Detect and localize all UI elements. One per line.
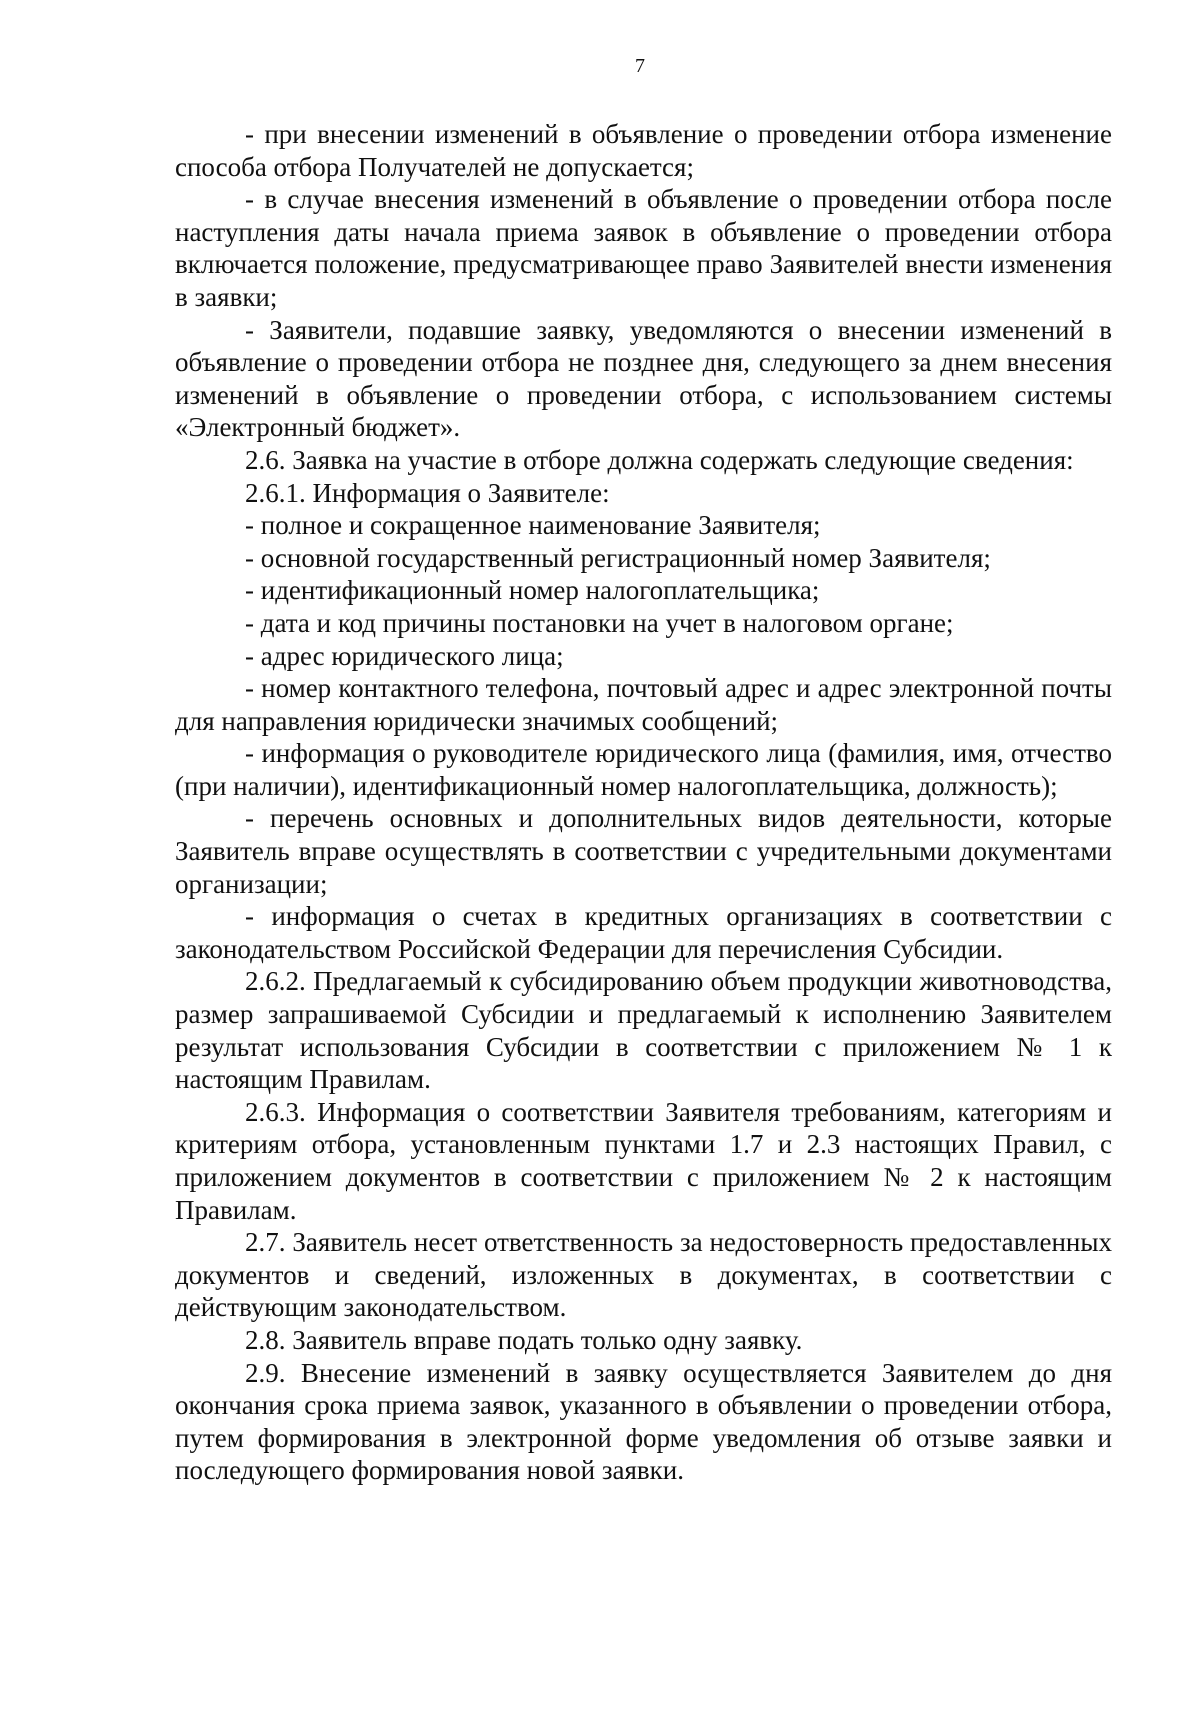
paragraph: - в случае внесения изменений в объявление о проведении отбора после наступления даты начала приема заявок в объявление о проведении отбора включается положение, предусматривающее право Заявителей внести изменения в заявки;	[175, 184, 1112, 312]
paragraph: - номер контактного телефона, почтовый адрес и адрес электронной почты для направления юридически значимых сообщений;	[175, 673, 1112, 736]
paragraph: - Заявители, подавшие заявку, уведомляются о внесении изменений в объявление о проведении отбора не позднее дня, следующего за днем внесения изменений в объявление о проведении отбора, с использованием системы «Электронный бюджет».	[175, 314, 1112, 443]
paragraph: - идентификационный номер налогоплательщика;	[245, 575, 820, 606]
paragraph: - информация о руководителе юридического лица (фамилия, имя, отчество (при наличии), идентификационный номер налогоплательщика, должность);	[175, 738, 1112, 801]
paragraph: - перечень основных и дополнительных видов деятельности, которые Заявитель вправе осуществлять в соответствии с учредительными документами организации;	[175, 803, 1112, 899]
paragraph: - дата и код причины постановки на учет в налоговом органе;	[245, 607, 954, 638]
paragraph: - адрес юридического лица;	[245, 640, 564, 671]
paragraph: - при внесении изменений в объявление о проведении отбора изменение способа отбора Получателей не допускается;	[175, 119, 1112, 182]
paragraph: 2.6. Заявка на участие в отборе должна содержать следующие сведения:	[245, 444, 1074, 475]
paragraph: 2.6.3. Информация о соответствии Заявителя требованиям, категориям и критериям отбора, установленным пунктами 1.7 и 2.3 настоящих Правил, с приложением документов в соответствии с приложением № 2 к настоящим Правилам.	[175, 1096, 1112, 1225]
paragraph: - информация о счетах в кредитных организациях в соответствии с законодательством Российской Федерации для перечисления Субсидии.	[175, 901, 1112, 964]
paragraph: 2.8. Заявитель вправе подать только одну заявку.	[245, 1324, 803, 1355]
paragraph: - полное и сокращенное наименование Заявителя;	[245, 510, 821, 541]
paragraph: 2.6.2. Предлагаемый к субсидированию объем продукции животноводства, размер запрашиваемой Субсидии и предлагаемый к исполнению Заявителем результат использования Субсидии в соответствии с приложением № 1 к настоящим Правилам.	[175, 966, 1112, 1095]
page-number: 7	[635, 55, 645, 77]
paragraph: 2.7. Заявитель несет ответственность за недостоверность предоставленных документов и сведений, изложенных в документах, в соответствии с действующим законодательством.	[175, 1227, 1112, 1323]
paragraph: 2.9. Внесение изменений в заявку осуществляется Заявителем до дня окончания срока приема заявок, указанного в объявлении о проведении отбора, путем формирования в электронной форме уведомления об отзыве заявки и последующего формирования новой заявки.	[175, 1357, 1112, 1486]
document-body	[175, 118, 1112, 1487]
paragraph: 2.6.1. Информация о Заявителе:	[245, 477, 610, 508]
paragraph: - основной государственный регистрационный номер Заявителя;	[245, 542, 991, 573]
